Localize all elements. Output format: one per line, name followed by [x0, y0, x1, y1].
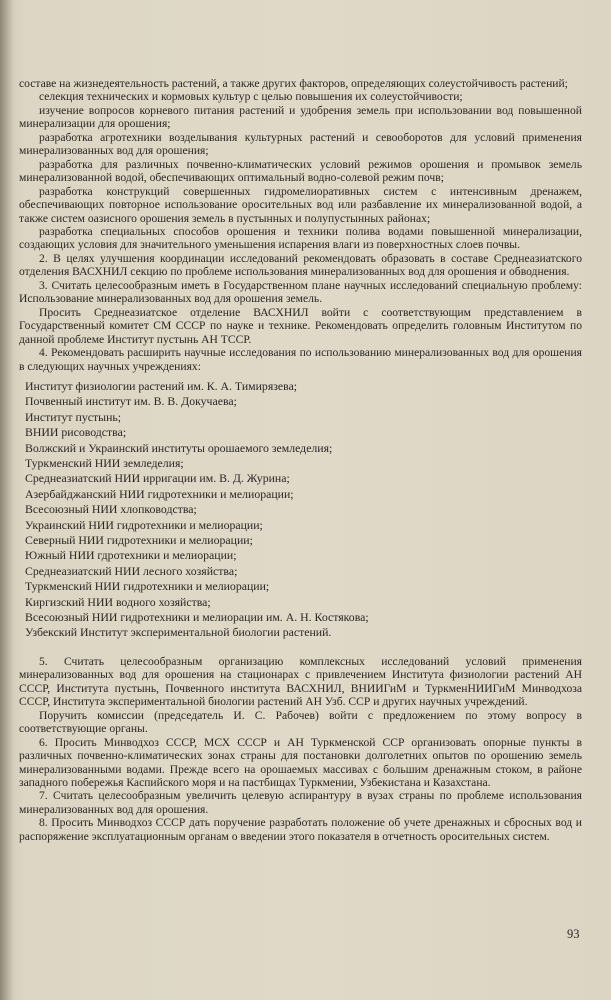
page-body [19, 77, 582, 843]
list-item: Украинский НИИ гидротехники и мелиорации; [25, 517, 263, 532]
list-item: Среднеазиатский НИИ лесного хозяйства; [25, 563, 238, 578]
list-item: Всесоюзный НИИ хлопководства; [25, 502, 197, 517]
list-item: ВНИИ рисоводства; [25, 425, 127, 440]
list-item: Южный НИИ гдротехники и мелиорации; [25, 548, 237, 563]
paragraph-item-4: 4. Рекомендовать расширить научные исследования по использованию минерализованных вод для орошения в следующих научных учреждениях: [19, 346, 582, 373]
paragraph-continuation: составе на жизнедеятельность растений, а также других факторов, определяющих солеустойчивость растений; [19, 77, 568, 90]
page-number: 93 [567, 927, 580, 941]
binding-shadow [0, 0, 14, 1000]
institution-list [19, 379, 582, 641]
paragraph-item-7: 7. Считать целесообразным увеличить целевую аспирантуру в вузах страны по проблеме использования минерализованных вод для орошения. [19, 789, 582, 816]
list-item: Узбекский Институт экспериментальной биологии растений. [25, 625, 332, 640]
paragraph-agrotechnics: разработка агротехники возделывания культурных растений и севооборотов для условий применения минерализованных вод для орошения; [19, 130, 582, 158]
list-item: Туркменский НИИ гидротехники и мелиорации; [25, 579, 270, 594]
paragraph-root-nutrition: изучение вопросов корневого питания растений и удобрения земель при использовании вод повышенной минерализации для орошения; [19, 103, 582, 131]
paragraph-irrigation-regimes: разработка для различных почвенно-климатических условий режимов орошения и промывок земель минерализованной водой, обеспечивающих оптимальный водно-солевой режим почв; [19, 157, 582, 185]
list-item: Среднеазиатский НИИ ирригации им. В. Д. Журина; [25, 471, 290, 486]
list-item: Азербайджанский НИИ гидротехники и мелиорации; [25, 486, 294, 501]
paragraph-item-5: 5. Считать целесообразным организацию комплексных исследований условий применения минерализованных вод для орошения на стационарах с привлечением Института физиологии растений АН СССР, Института пустынь, Почвенного института ВАСХНИЛ, ВНИИГиМ и ТуркменНИИГиМ Минводхоза СССР, Института экспериментальной биологии растений АН Узб. ССР и других научных учреждений. [19, 654, 582, 709]
list-item: Северный НИИ гидротехники и мелиорации; [25, 533, 253, 548]
paragraph-selection: селекция технических и кормовых культур с целью повышения их солеустойчивости; [39, 90, 463, 104]
list-item: Туркменский НИИ земледелия; [25, 456, 184, 470]
paragraph-item-6: 6. Просить Минводхоз СССР, МСХ СССР и АН Туркменской ССР организовать опорные пункты в различных почвенно-климатических зонах страны для постановки долголетних опытов по орошению земель минерализованными водами. Прежде всего на орошаемых массивах с большим дренажным стоком, в районе западного побережья Каспийского моря и на пастбищах Туркмении, Узбекистана и Казахстана. [19, 735, 582, 789]
paragraph-item-3: 3. Считать целесообразным иметь в Государственном плане научных исследований специальную проблему: Использование минерализованных вод для орошения земель. [19, 278, 582, 306]
list-item: Институт физиологии растений им. К. А. Тимирязева; [25, 378, 298, 393]
paragraph-commission: Поручить комиссии (председатель И. С. Рабочев) войти с предложением по этому вопросу в соответствующие органы. [19, 708, 582, 736]
list-item: Институт пустынь; [25, 409, 122, 424]
paragraph-item-8: 8. Просить Минводхоз СССР дать поручение разработать положение об учете дренажных и сбросных вод и распоряжение эксплуатационным органам о введении этого показателя в отчетность оросительных систем. [19, 816, 582, 843]
list-item: Киргизский НИИ водного хозяйства; [25, 594, 211, 609]
paragraph-irrigation-methods: разработка специальных способов орошения и техники полива водами повышенной минерализации, создающих условия для значительного уменьшения испарения влаги из поверхностных слоев почвы. [19, 224, 582, 252]
list-item: Волжский и Украинский институты орошаемого земледелия; [25, 440, 333, 455]
list-item: Почвенный институт им. В. В. Докучаева; [25, 394, 237, 409]
paragraph-item-2: 2. В целях улучшения координации исследований рекомендовать образовать в составе Среднеазиатского отделения ВАСХНИЛ секцию по проблеме использования минерализованных вод для орошения и обводнения. [19, 251, 582, 279]
paragraph-vaskhnil-request: Просить Среднеазиатское отделение ВАСХНИЛ войти с соответствующим представлением в Государственный комитет СМ СССР по науке и технике. Рекомендовать определить головным Институтом по данной проблеме Институт пустынь АН ТССР. [19, 305, 582, 346]
paragraph-hydromelioration-systems: разработка конструкций совершенных гидромелиоративных систем с интенсивным дренажем, обеспечивающих повторное использование оросительных вод или разбавление их минерализованной водой, а также систем оазисного орошения земель в пустынных и полупустынных районах; [19, 184, 582, 225]
list-item: Всесоюзный НИИ гидротехники и мелиорации им. А. Н. Костякова; [25, 610, 369, 625]
